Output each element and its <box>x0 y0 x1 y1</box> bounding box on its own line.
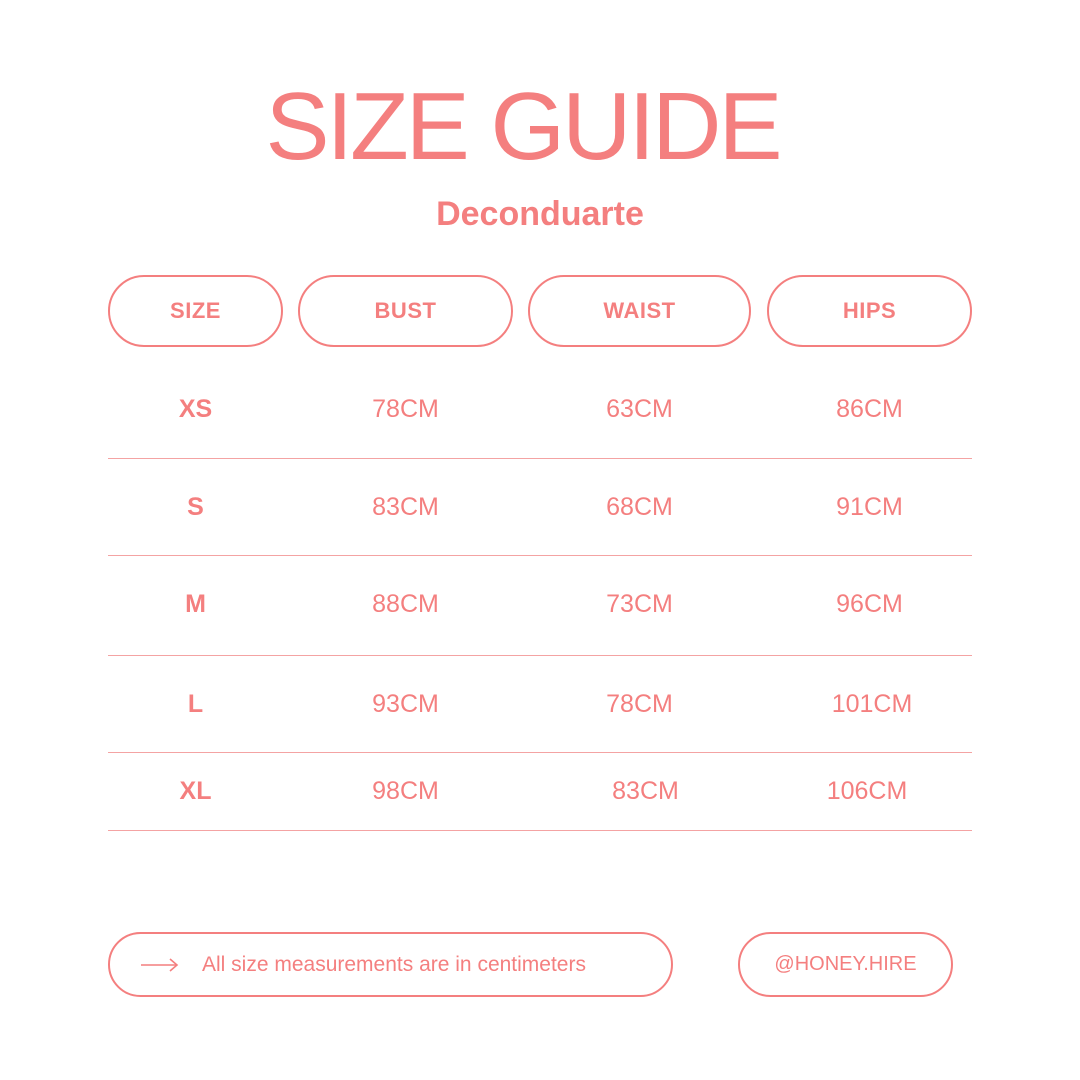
waist-cell: 83CM <box>612 776 679 805</box>
bust-cell: 78CM <box>372 394 439 423</box>
hips-cell: 106CM <box>826 776 908 805</box>
brand-name: Deconduarte <box>436 195 644 233</box>
row-divider <box>108 555 972 556</box>
bust-cell: 98CM <box>372 776 439 805</box>
measurement-note-text: All size measurements are in centimeters <box>202 952 586 976</box>
page-title: SIZE GUIDE <box>265 73 780 180</box>
header-hips: HIPS <box>767 275 972 347</box>
table-row <box>108 468 972 546</box>
size-cell: L <box>187 689 204 718</box>
hips-cell: 101CM <box>831 689 913 718</box>
size-cell: S <box>187 492 204 521</box>
size-cell: XS <box>178 394 213 423</box>
bust-cell: 93CM <box>372 689 439 718</box>
social-handle-text: @HONEY.HIRE <box>774 953 917 975</box>
waist-cell: 63CM <box>606 394 673 423</box>
waist-cell: 73CM <box>606 589 673 618</box>
arrow-right-icon <box>140 955 180 975</box>
size-cell: M <box>185 589 206 618</box>
row-divider <box>108 458 972 459</box>
row-divider <box>108 655 972 656</box>
header-size: SIZE <box>108 275 283 347</box>
hips-cell: 96CM <box>836 589 903 618</box>
size-cell: XL <box>179 776 212 805</box>
table-row <box>108 752 972 830</box>
table-row <box>108 370 972 448</box>
waist-cell: 68CM <box>606 492 673 521</box>
table-row <box>108 565 972 643</box>
row-divider <box>108 830 972 831</box>
bust-cell: 83CM <box>372 492 439 521</box>
header-bust: BUST <box>298 275 513 347</box>
hips-cell: 86CM <box>836 394 903 423</box>
header-waist: WAIST <box>528 275 751 347</box>
social-handle[interactable] <box>738 932 953 997</box>
bust-cell: 88CM <box>372 589 439 618</box>
hips-cell: 91CM <box>836 492 903 521</box>
waist-cell: 78CM <box>606 689 673 718</box>
measurement-note <box>108 932 673 997</box>
table-row <box>108 665 972 743</box>
